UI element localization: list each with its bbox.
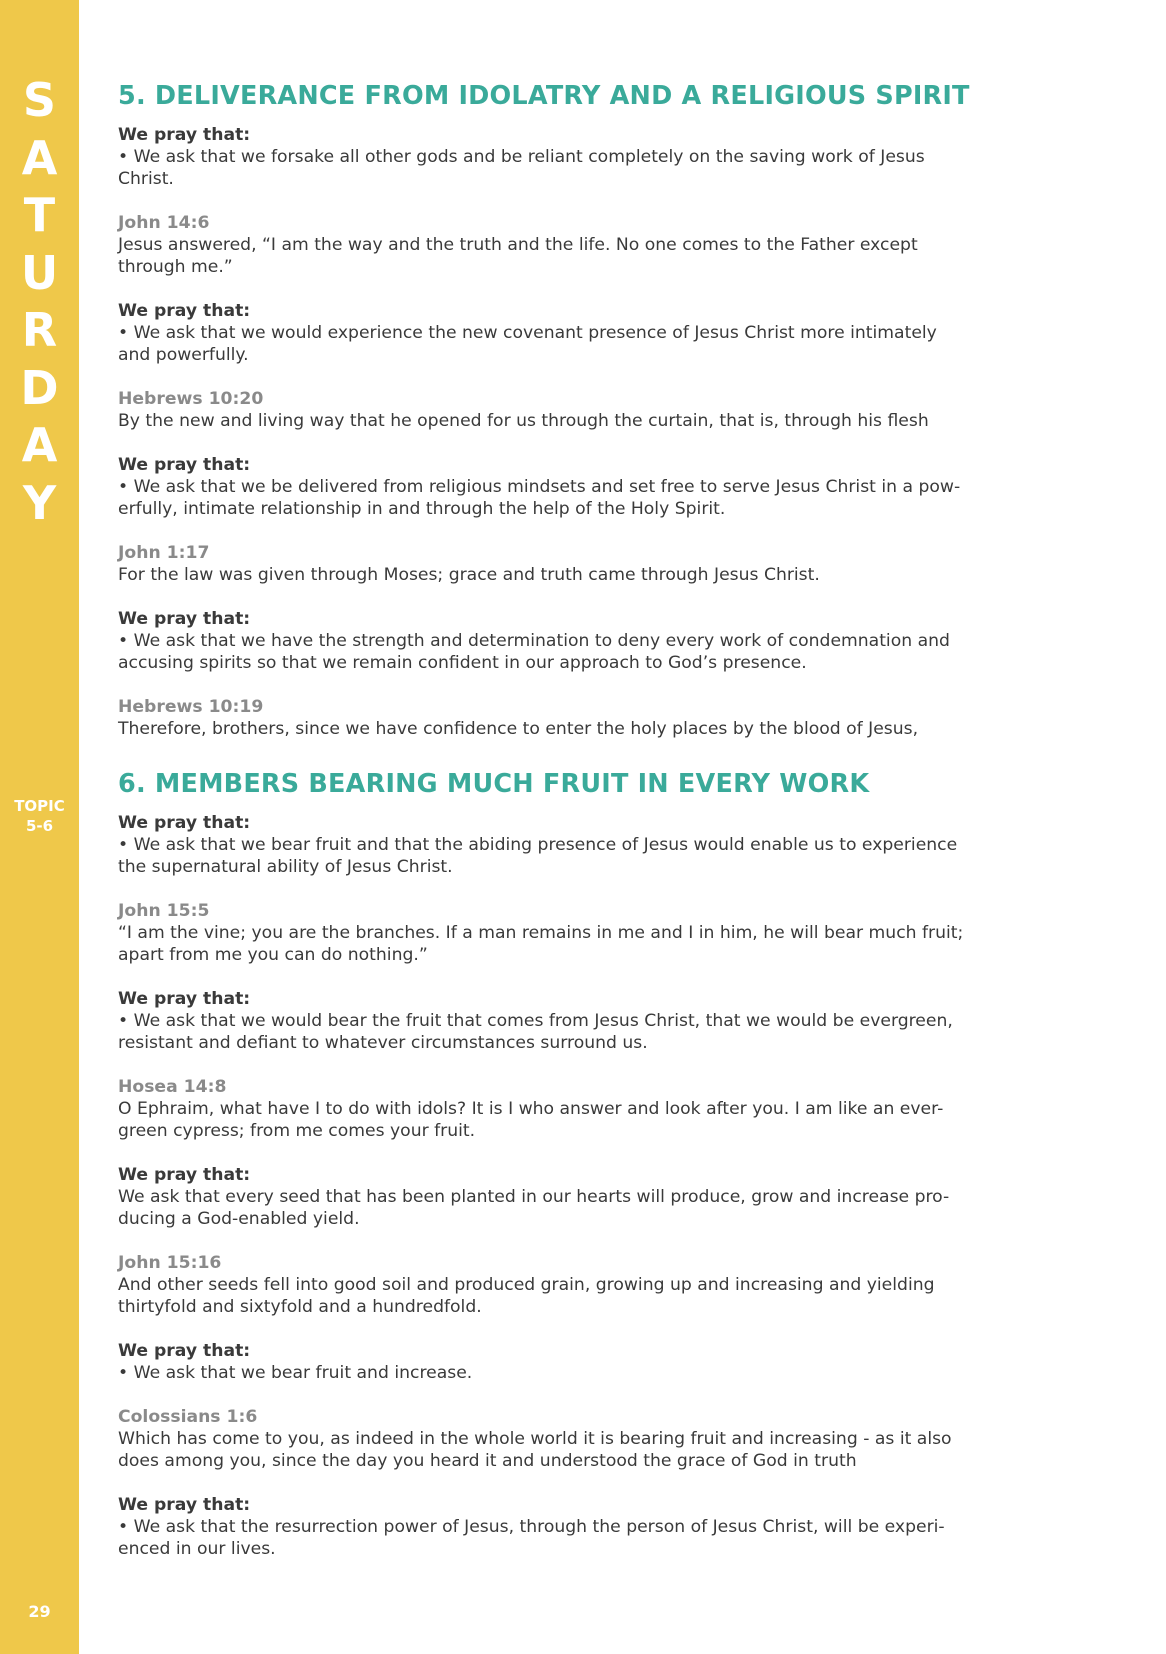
prayer-label: We pray that: — [118, 1341, 251, 1361]
block-spacer — [118, 520, 1078, 542]
scripture-block — [118, 696, 1078, 740]
prayer-text-line: • We ask that we forsake all other gods and be reliant completely on the saving work of Jesus — [118, 147, 925, 167]
prayer-label: We pray that: — [118, 813, 251, 833]
block-spacer — [118, 586, 1078, 608]
prayer-text-line: • We ask that we have the strength and determination to deny every work of condemnation and — [118, 631, 950, 651]
prayer-block — [118, 124, 1078, 190]
prayer-block — [118, 1340, 1078, 1384]
prayer-block — [118, 1494, 1078, 1560]
prayer-block — [118, 454, 1078, 520]
scripture-text-line: through me.” — [118, 257, 233, 277]
scripture-text-line: apart from me you can do nothing.” — [118, 945, 428, 965]
scripture-reference: John 15:16 — [118, 1253, 222, 1273]
prayer-text-line: Christ. — [118, 169, 174, 189]
block-spacer — [118, 190, 1078, 212]
block-spacer — [118, 966, 1078, 988]
day-letter: D — [20, 360, 59, 415]
scripture-reference: Hebrews 10:19 — [118, 697, 264, 717]
day-sidebar — [0, 0, 79, 1654]
scripture-block — [118, 212, 1078, 278]
topic-section — [118, 766, 1078, 1560]
block-spacer — [118, 878, 1078, 900]
scripture-block — [118, 1252, 1078, 1318]
block-spacer — [118, 1318, 1078, 1340]
scripture-block — [118, 1076, 1078, 1142]
scripture-reference: John 14:6 — [118, 213, 210, 233]
scripture-text-line: Which has come to you, as indeed in the whole world it is bearing fruit and increasing - as it also — [118, 1429, 952, 1449]
prayer-text-line: • We ask that we would bear the fruit that comes from Jesus Christ, that we would be evergreen, — [118, 1011, 953, 1031]
scripture-text-line: does among you, since the day you heard it and understood the grace of God in truth — [118, 1451, 857, 1471]
scripture-reference: Colossians 1:6 — [118, 1407, 258, 1427]
block-spacer — [118, 1472, 1078, 1494]
prayer-block — [118, 300, 1078, 366]
page-number: 29 — [28, 1602, 51, 1621]
block-spacer — [118, 366, 1078, 388]
day-letter: R — [21, 303, 58, 357]
block-spacer — [118, 674, 1078, 696]
block-spacer — [118, 1142, 1078, 1164]
scripture-text-line: Jesus answered, “I am the way and the truth and the life. No one comes to the Father except — [118, 235, 918, 255]
scripture-reference: Hosea 14:8 — [118, 1077, 227, 1097]
topic-indicator — [0, 796, 79, 836]
scripture-reference: John 15:5 — [118, 901, 210, 921]
prayer-block — [118, 812, 1078, 878]
prayer-text-line: and powerfully. — [118, 345, 249, 365]
scripture-reference: John 1:17 — [118, 543, 210, 563]
prayer-block — [118, 608, 1078, 674]
day-letter: U — [20, 245, 59, 300]
prayer-label: We pray that: — [118, 301, 251, 321]
block-spacer — [118, 1384, 1078, 1406]
scripture-text-line: “I am the vine; you are the branches. If a man remains in me and I in him, he will bear much fruit; — [118, 923, 964, 943]
prayer-label: We pray that: — [118, 989, 251, 1009]
topic-heading: 6. MEMBERS BEARING MUCH FRUIT IN EVERY WORK — [118, 769, 870, 799]
day-letter: A — [21, 418, 58, 472]
prayer-label: We pray that: — [118, 125, 251, 145]
prayer-text-line: enced in our lives. — [118, 1539, 276, 1559]
scripture-text-line: O Ephraim, what have I to do with idols? It is I who answer and look after you. I am like an ever- — [118, 1099, 944, 1119]
block-spacer — [118, 1054, 1078, 1076]
block-spacer — [118, 278, 1078, 300]
topic-label: TOPIC — [14, 797, 65, 815]
day-letter: S — [22, 73, 57, 127]
scripture-text-line: And other seeds fell into good soil and produced grain, growing up and increasing and yielding — [118, 1275, 935, 1295]
topic-range: 5-6 — [25, 817, 54, 835]
prayer-label: We pray that: — [118, 1495, 251, 1515]
prayer-text-line: • We ask that we bear fruit and that the abiding presence of Jesus would enable us to experience — [118, 835, 958, 855]
prayer-text-line: accusing spirits so that we remain confident in our approach to God’s presence. — [118, 653, 807, 673]
prayer-label: We pray that: — [118, 455, 251, 475]
prayer-text-line: erfully, intimate relationship in and through the help of the Holy Spirit. — [118, 499, 726, 519]
scripture-reference: Hebrews 10:20 — [118, 389, 264, 409]
prayer-label: We pray that: — [118, 1165, 251, 1185]
scripture-text-line: For the law was given through Moses; grace and truth came through Jesus Christ. — [118, 565, 820, 585]
scripture-text-line: By the new and living way that he opened for us through the curtain, that is, through his flesh — [118, 411, 929, 431]
topic-heading: 5. DELIVERANCE FROM IDOLATRY AND A RELIGIOUS SPIRIT — [118, 81, 970, 111]
prayer-text-line: the supernatural ability of Jesus Christ. — [118, 857, 453, 877]
topic-section — [118, 78, 1078, 740]
block-spacer — [118, 1230, 1078, 1252]
scripture-block — [118, 1406, 1078, 1472]
prayer-block — [118, 988, 1078, 1054]
prayer-text-line: • We ask that the resurrection power of Jesus, through the person of Jesus Christ, will be experi- — [118, 1517, 945, 1537]
scripture-block — [118, 900, 1078, 966]
scripture-block — [118, 542, 1078, 586]
prayer-text-line: ducing a God-enabled yield. — [118, 1209, 360, 1229]
prayer-text-line: • We ask that we bear fruit and increase. — [118, 1363, 473, 1383]
scripture-text-line: green cypress; from me comes your fruit. — [118, 1121, 476, 1141]
scripture-block — [118, 388, 1078, 432]
scripture-text-line: Therefore, brothers, since we have confidence to enter the holy places by the blood of Jesus, — [118, 719, 919, 739]
prayer-text-line: We ask that every seed that has been planted in our hearts will produce, grow and increase pro- — [118, 1187, 950, 1207]
prayer-content — [118, 78, 1078, 1560]
prayer-block — [118, 1164, 1078, 1230]
block-spacer — [118, 432, 1078, 454]
prayer-text-line: • We ask that we would experience the new covenant presence of Jesus Christ more intimately — [118, 323, 937, 343]
day-letter: T — [23, 188, 56, 242]
day-letter: A — [21, 130, 58, 185]
prayer-label: We pray that: — [118, 609, 251, 629]
day-letter: Y — [22, 475, 57, 530]
day-name-vertical — [0, 72, 79, 532]
prayer-text-line: resistant and defiant to whatever circumstances surround us. — [118, 1033, 648, 1053]
scripture-text-line: thirtyfold and sixtyfold and a hundredfold. — [118, 1297, 482, 1317]
prayer-text-line: • We ask that we be delivered from religious mindsets and set free to serve Jesus Christ in a pow- — [118, 477, 961, 497]
